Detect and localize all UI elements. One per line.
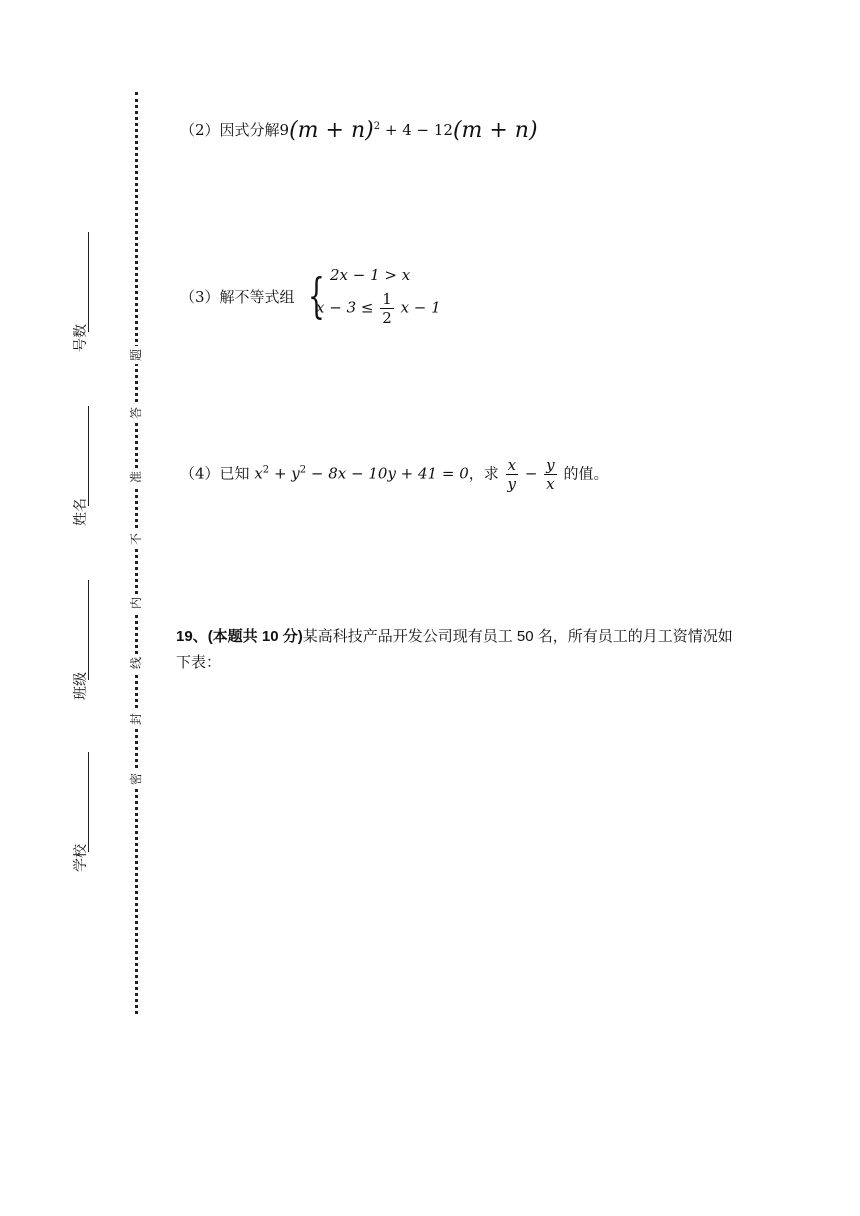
math-exponent: 2 <box>299 464 307 476</box>
fraction-numerator: x <box>507 456 517 474</box>
math-exponent: 2 <box>373 121 381 132</box>
seal-char: 封 <box>127 710 145 728</box>
binding-dotted-line <box>135 92 138 1014</box>
seal-char: 不 <box>127 530 145 548</box>
field-blank-line <box>88 406 90 506</box>
seal-char: 题 <box>127 346 145 364</box>
question-19-number: 19、 <box>176 628 208 645</box>
inequality-line-1: 2x − 1 > x <box>330 266 411 284</box>
question-2-label: （2）因式分解 <box>180 121 280 139</box>
question-19-points: (本题共 10 分) <box>207 628 303 645</box>
math-term: x − 3 ≤ <box>316 298 374 317</box>
math-term: (m + n) <box>289 118 374 143</box>
field-label: 学校 <box>73 844 89 872</box>
question-2 <box>180 118 538 143</box>
field-blank-line <box>88 232 90 332</box>
fraction-denominator: 2 <box>382 309 392 327</box>
math-term: x − 1 <box>400 298 441 317</box>
field-label: 号数 <box>73 324 89 352</box>
question-4-label: （4）已知 <box>180 464 250 483</box>
separator-text: ，求 <box>468 464 499 483</box>
fraction-denominator: x <box>546 475 555 493</box>
math-term: 9 <box>279 121 290 139</box>
inequality-line-2 <box>316 290 441 327</box>
question-4-tail: 的值。 <box>563 464 609 483</box>
seal-char: 密 <box>127 770 145 788</box>
math-exponent: 2 <box>262 464 270 476</box>
system-brace: { <box>308 268 325 324</box>
fraction <box>544 456 556 493</box>
math-term: (m + n) <box>452 118 538 143</box>
fraction <box>506 456 518 493</box>
question-19 <box>176 624 736 676</box>
field-label: 姓名 <box>73 498 89 526</box>
question-4 <box>180 456 608 493</box>
math-term: + 4 − 12 <box>380 121 453 139</box>
math-term: + y <box>269 464 300 483</box>
seal-char: 线 <box>127 654 145 672</box>
math-term: − 8x − 10y + 41 = 0 <box>306 464 469 483</box>
math-term: − <box>524 464 538 483</box>
fraction-denominator: y <box>507 475 517 493</box>
seal-char: 准 <box>127 468 145 486</box>
field-blank-line <box>88 752 90 852</box>
math-term: x <box>254 464 263 483</box>
fraction-numerator: y <box>546 456 555 474</box>
question-19-text: 某高科技产品开发公司现有员工 50 名，所有员工的月工资情况如下表： <box>176 628 733 671</box>
field-label: 班级 <box>73 672 89 700</box>
seal-char: 答 <box>127 404 145 422</box>
fraction <box>380 290 394 327</box>
field-blank-line <box>88 580 90 680</box>
question-3-label: （3）解不等式组 <box>180 288 295 306</box>
seal-char: 内 <box>127 594 145 612</box>
fraction-numerator: 1 <box>382 290 392 308</box>
